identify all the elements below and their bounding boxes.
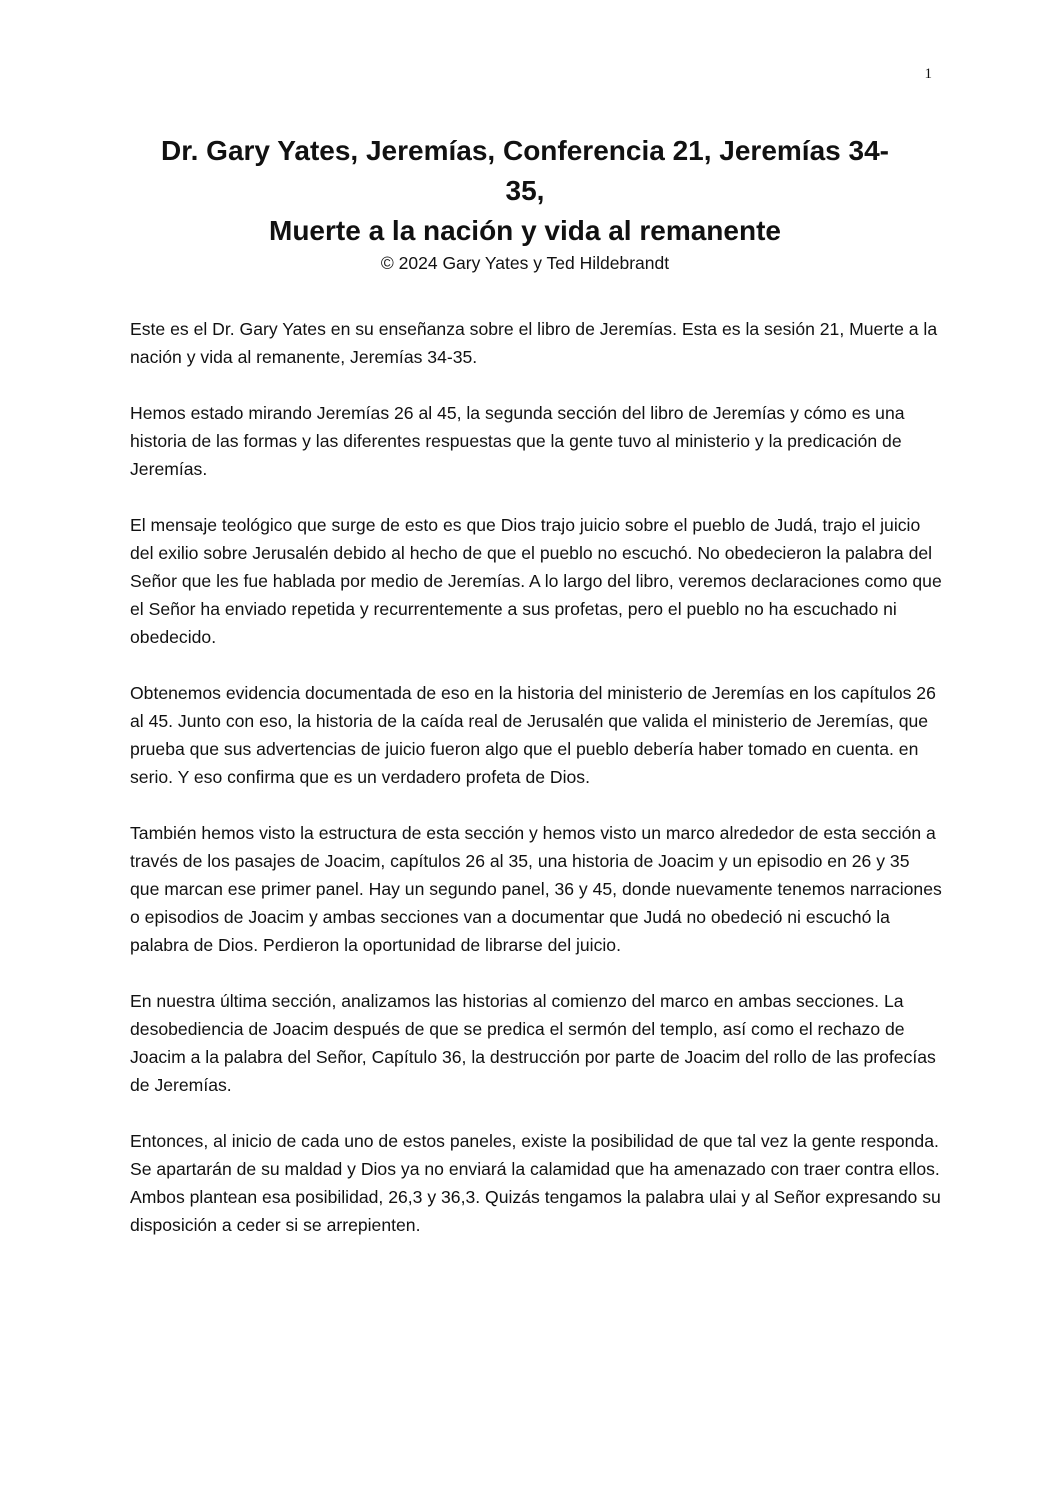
paragraph: Obtenemos evidencia documentada de eso en la historia del ministerio de Jeremías en los capítulos 26 al 45. Junto con eso, la historia de la caída real de Jerusalén que valida el ministerio de Jeremías, que prueba que sus advertencias de juicio fueron algo que el pueblo debería haber tomado en cuenta. en serio. Y eso confirma que es un verdadero profeta de Dios. [130,683,936,787]
page-number: 1 [924,66,932,82]
paragraph: En nuestra última sección, analizamos las historias al comienzo del marco en ambas secciones. La desobediencia de Joacim después de que se predica el sermón del templo, así como el rechazo de Joacim a la palabra del Señor, Capítulo 36, la destrucción por parte de Joacim del rollo de las profecías de Jeremías. [130,991,936,1095]
body-text [130,315,942,1267]
paragraph: Este es el Dr. Gary Yates en su enseñanza sobre el libro de Jeremías. Esta es la sesión 21, Muerte a la nación y vida al remanente, Jeremías 34-35. [130,319,938,367]
paragraph: Entonces, al inicio de cada uno de estos paneles, existe la posibilidad de que tal vez la gente responda. Se apartarán de su maldad y Dios ya no enviará la calamidad que ha amenazado con traer contra ellos. Ambos plantean esa posibilidad, 26,3 y 36,3. Quizás tengamos la palabra ulai y al Señor expresando su disposición a ceder si se arrepienten. [130,1131,941,1235]
paragraph: El mensaje teológico que surge de esto es que Dios trajo juicio sobre el pueblo de Judá, trajo el juicio del exilio sobre Jerusalén debido al hecho de que el pueblo no escuchó. No obedecieron la palabra del Señor que les fue hablada por medio de Jeremías. A lo largo del libro, veremos declaraciones como que el Señor ha enviado repetida y recurrentemente a sus profetas, pero el pueblo no ha escuchado ni obedecido. [130,515,942,647]
paragraph: Hemos estado mirando Jeremías 26 al 45, la segunda sección del libro de Jeremías y cómo es una historia de las formas y las diferentes respuestas que la gente tuvo al ministerio y la predicación de Jeremías. [130,403,905,479]
title-block [110,131,940,275]
paragraph: También hemos visto la estructura de esta sección y hemos visto un marco alrededor de esta sección a través de los pasajes de Joacim, capítulos 26 al 35, una historia de Joacim y un episodio en 26 y 35 que marcan ese primer panel. Hay un segundo panel, 36 y 45, donde nuevamente tenemos narraciones o episodios de Joacim y ambas secciones van a documentar que Judá no obedeció ni escuchó la palabra de Dios. Perdieron la oportunidad de librarse del juicio. [130,823,942,955]
document-subtitle: Muerte a la nación y vida al remanente [269,215,781,246]
copyright-line: © 2024 Gary Yates y Ted Hildebrandt [380,253,670,273]
document-title-line-1: Dr. Gary Yates, Jeremías, Conferencia 21, Jeremías 34- [161,135,889,166]
document-title-line-2: 35, [505,175,545,206]
